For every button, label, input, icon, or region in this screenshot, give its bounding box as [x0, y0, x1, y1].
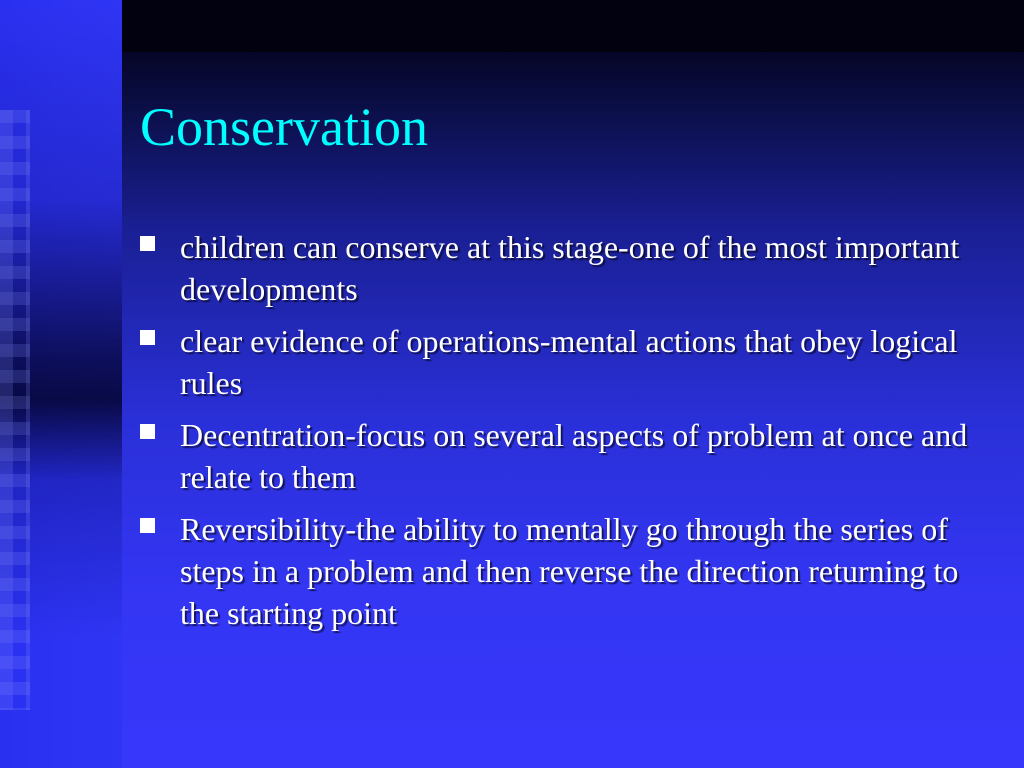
square-bullet-icon [140, 518, 155, 533]
square-bullet-icon [140, 330, 155, 345]
bullet-item [140, 508, 1000, 634]
square-bullet-icon [140, 424, 155, 439]
bullet-text: children can conserve at this stage-one of the most important developments [180, 229, 960, 307]
bullet-text: Reversibility-the ability to mentally go through the series of steps in a problem and then reverse the direction returning to the starting point [180, 511, 959, 631]
square-bullet-icon [140, 236, 155, 251]
decorative-top-bar [122, 0, 1024, 52]
bullet-list [140, 226, 1000, 644]
bullet-item [140, 320, 1000, 404]
bullet-item [140, 226, 1000, 310]
slide-title: Conservation [140, 97, 428, 157]
decorative-checker-pattern [0, 110, 30, 710]
bullet-text: clear evidence of operations-mental actions that obey logical rules [180, 323, 958, 401]
bullet-item [140, 414, 1000, 498]
bullet-text: Decentration-focus on several aspects of problem at once and relate to them [180, 417, 968, 495]
